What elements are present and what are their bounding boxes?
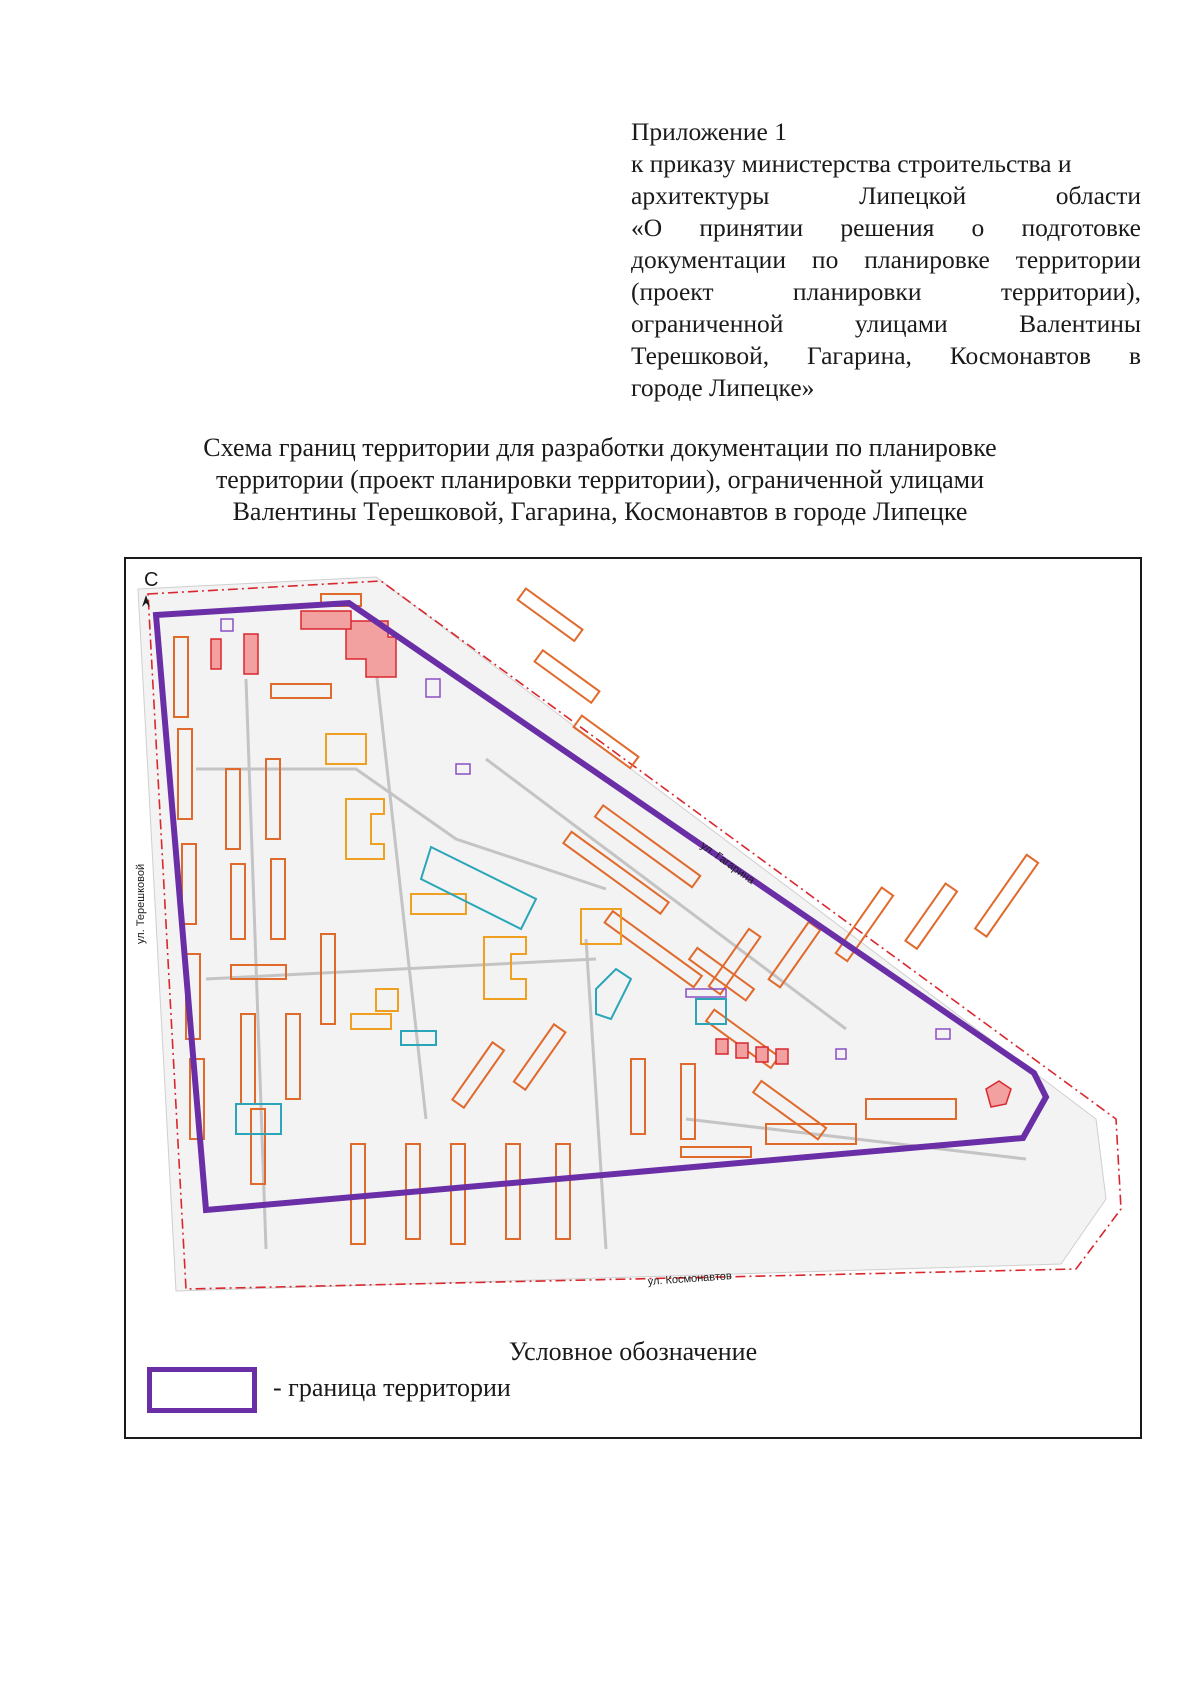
appendix-line: к приказу министерства строительства и bbox=[631, 149, 1072, 178]
legend-boundary-swatch bbox=[147, 1367, 257, 1413]
street-label-tereshkovoy: ул. Терешковой bbox=[135, 863, 147, 944]
appendix-line: городе Липецке» bbox=[631, 373, 815, 402]
legend-boundary-label: - граница территории bbox=[273, 1373, 511, 1402]
street-label-kosmonavtov: ул. Космонавтов bbox=[647, 1270, 733, 1288]
north-label: С bbox=[144, 569, 159, 591]
appendix-line: ограниченной улицами Валентины bbox=[631, 309, 1141, 338]
title-line: территории (проект планировки территории), ограниченной улицами bbox=[215, 465, 985, 494]
street-label-gagarina: ул. Гагарина bbox=[698, 839, 757, 887]
document-title bbox=[0, 432, 1200, 528]
territory-map bbox=[126, 559, 1140, 1437]
appendix-line: (проект планировки территории), bbox=[631, 277, 1141, 306]
appendix-line: Терешковой, Гагарина, Космонавтов в bbox=[631, 341, 1141, 370]
title-line: Схема границ территории для разработки документации по планировке bbox=[203, 433, 997, 462]
title-line: Валентины Терешковой, Гагарина, Космонавтов в городе Липецке bbox=[232, 497, 968, 526]
map-frame bbox=[124, 557, 1142, 1439]
appendix-line: документации по планировке территории bbox=[631, 245, 1141, 274]
appendix-line: архитектуры Липецкой области bbox=[631, 181, 1141, 210]
legend-title: Условное обозначение bbox=[508, 1337, 758, 1366]
appendix-line: Приложение 1 bbox=[631, 117, 787, 146]
appendix-line: «О принятии решения о подготовке bbox=[631, 213, 1141, 242]
appendix-block bbox=[631, 116, 1141, 404]
